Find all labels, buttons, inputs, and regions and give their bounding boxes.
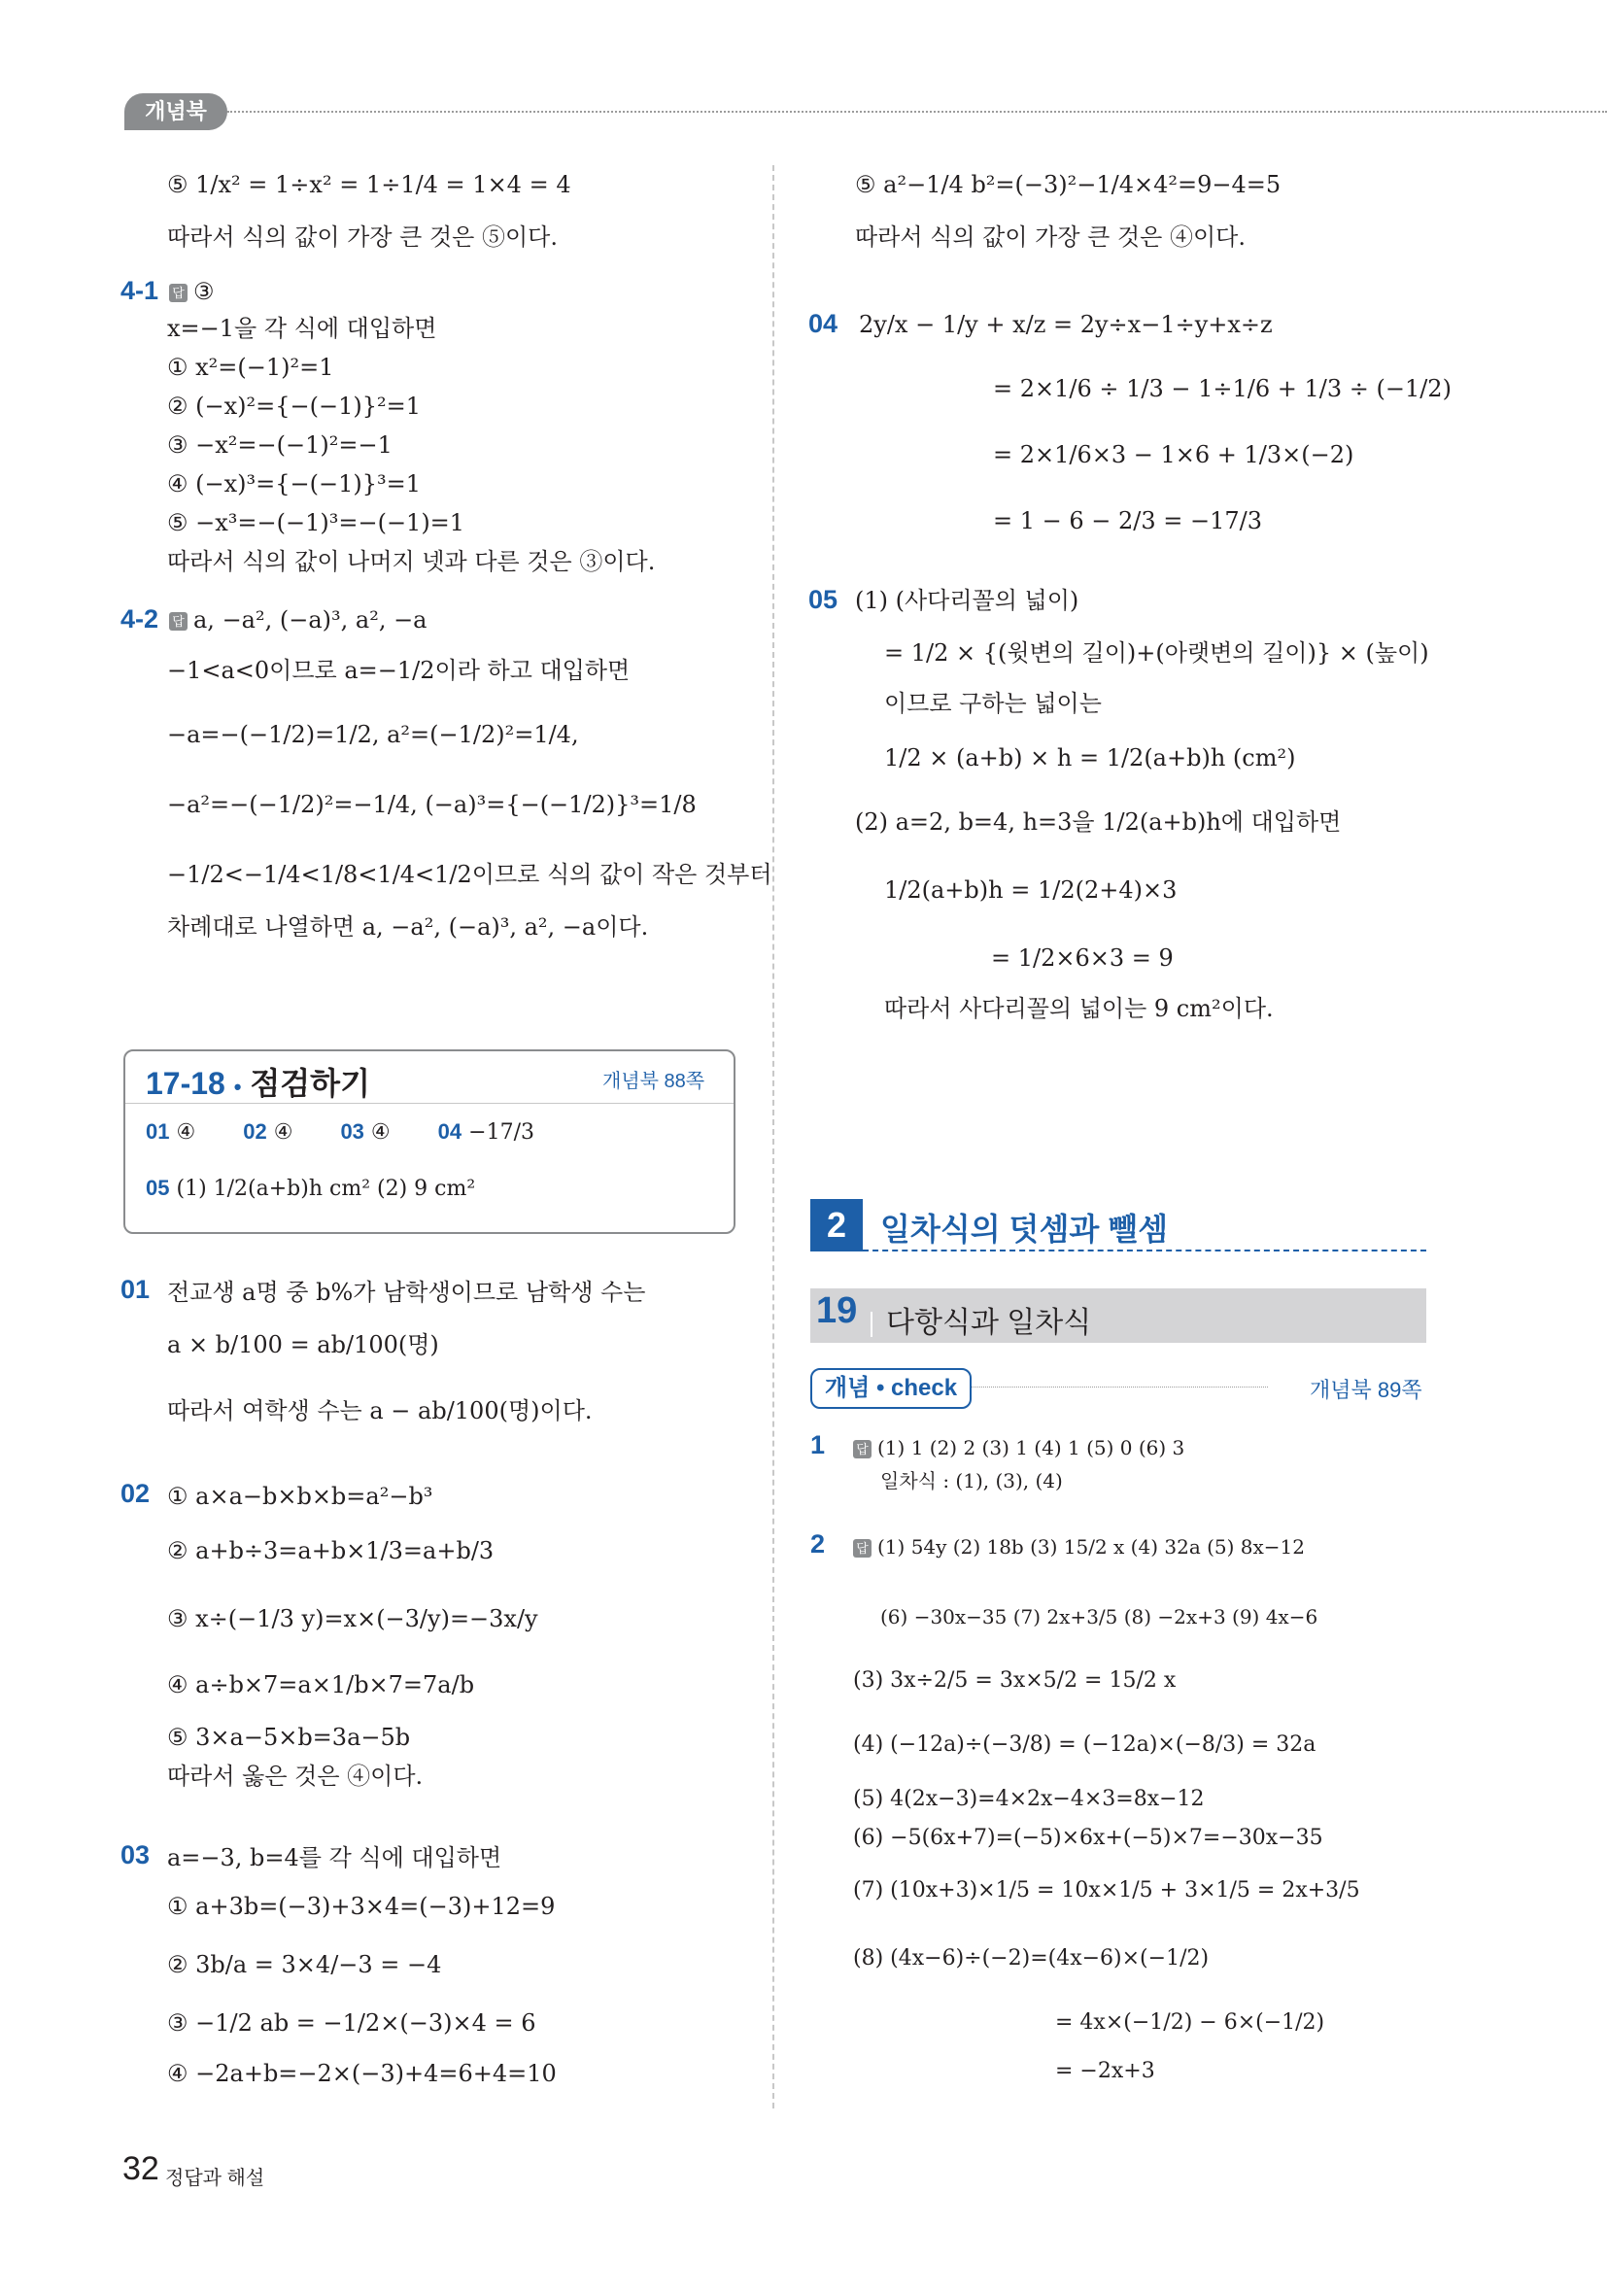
answer-value: ③	[193, 278, 215, 305]
q01-line: a × b/100 = ab/100(명)	[167, 1331, 439, 1358]
p42-line: −1/2<−1/4<1/8<1/4<1/2이므로 식의 값이 작은 것부터	[167, 861, 772, 888]
q05-num: 05	[808, 585, 838, 614]
page-number: 32	[122, 2150, 159, 2187]
p41-line: ② (−x)²={−(−1)}²=1	[167, 393, 421, 420]
c2-num: 2	[810, 1529, 826, 1559]
check-item-answer: −17/3	[468, 1120, 534, 1145]
q05-line: 이므로 구하는 넓이는	[884, 690, 1102, 717]
answer-value: a, −a², (−a)³, a², −a	[193, 606, 427, 634]
prev-answer-5: ⑤ 1/x² = 1÷x² = 1÷1/4 = 1×4 = 4	[167, 171, 571, 198]
check-item-answer: ④	[176, 1120, 196, 1145]
check-item-num: 02	[243, 1119, 267, 1144]
q03-answer-5: ⑤ a²−1/4 b²=(−3)²−1/4×4²=9−4=5	[855, 171, 1282, 198]
check-item-num: 04	[437, 1119, 462, 1144]
answer-value: (1) 54y (2) 18b (3) 15/2 x (4) 32a (5) 8x−12	[877, 1535, 1305, 1559]
q02-line: ② a+b÷3=a+b×1/3=a+b/3	[167, 1537, 495, 1564]
p42-line: −a²=−(−1/2)²=−1/4, (−a)³={−(−1/2)}³=1/8	[167, 791, 697, 818]
problem-4-1-answer	[169, 276, 215, 307]
p41-line: ⑤ −x³=−(−1)³=−(−1)=1	[167, 509, 465, 536]
q03-line: ① a+3b=(−3)+3×4=(−3)+12=9	[167, 1893, 556, 1920]
p42-line: −1<a<0이므로 a=−1/2이라 하고 대입하면	[167, 657, 631, 684]
c2-line: (5) 4(2x−3)=4×2x−4×3=8x−12	[853, 1787, 1205, 1811]
problem-4-2-answer	[169, 604, 427, 635]
header-tab: 개념북	[124, 93, 227, 130]
c1-num: 1	[810, 1430, 826, 1459]
concept-rule	[972, 1387, 1268, 1388]
q03-num: 03	[120, 1840, 151, 1869]
q03-line: ② 3b/a = 3×4/−3 = −4	[167, 1951, 442, 1978]
c2-line: (7) (10x+3)×1/5 = 10x×1/5 + 3×1/5 = 2x+3/5	[853, 1878, 1360, 1902]
c2-line: = 4x×(−1/2) − 6×(−1/2)	[1055, 2010, 1325, 2035]
unit-number: 2	[810, 1199, 863, 1251]
check-item-num: 01	[146, 1119, 170, 1144]
check-item-num: 03	[340, 1119, 364, 1144]
q05-line: (1) (사다리꼴의 넓이)	[855, 587, 1079, 614]
answer-value: (1) 1 (2) 2 (3) 1 (4) 1 (5) 0 (6) 3	[877, 1436, 1185, 1459]
problem-4-2-label: 4-2	[120, 604, 159, 634]
q05-line: 1/2(a+b)h = 1/2(2+4)×3	[884, 876, 1178, 904]
c2-line: = −2x+3	[1055, 2059, 1155, 2083]
problem-4-1-label: 4-1	[120, 276, 159, 305]
check-row-1	[146, 1119, 534, 1145]
q05-line: (2) a=2, b=4, h=3을 1/2(a+b)h에 대입하면	[855, 808, 1342, 836]
q02-line: ⑤ 3×a−5×b=3a−5b	[167, 1724, 411, 1751]
p42-line: 차례대로 나열하면 a, −a², (−a)³, a², −a이다.	[167, 913, 649, 941]
q02-line: ③ x÷(−1/3 y)=x×(−3/y)=−3x/y	[167, 1605, 538, 1632]
lesson-divider	[871, 1312, 872, 1337]
q03-conclusion: 따라서 식의 값이 가장 큰 것은 ④이다.	[855, 223, 1246, 251]
c2-line: (8) (4x−6)÷(−2)=(4x−6)×(−1/2)	[853, 1946, 1210, 1970]
q02-line: ④ a÷b×7=a×1/b×7=7a/b	[167, 1671, 475, 1698]
answer-tip-icon: 답	[853, 1539, 872, 1558]
header-rule	[227, 111, 1607, 113]
q05-line: 1/2 × (a+b) × h = 1/2(a+b)h (cm²)	[884, 744, 1296, 771]
q01-num: 01	[120, 1275, 151, 1304]
check-item-answer: ④	[273, 1120, 293, 1145]
concept-check-badge: 개념 • check	[810, 1368, 972, 1409]
q01-line: 따라서 여학생 수는 a − ab/100(명)이다.	[167, 1397, 593, 1424]
check-row-2	[146, 1176, 475, 1201]
lesson-number: 19	[816, 1290, 858, 1331]
c2-row-1	[853, 1531, 1305, 1562]
check-title-text: 점검하기	[250, 1066, 370, 1101]
prev-conclusion: 따라서 식의 값이 가장 큰 것은 ⑤이다.	[167, 223, 558, 251]
q04-line: = 2×1/6×3 − 1×6 + 1/3×(−2)	[993, 441, 1354, 468]
check-title-dot: •	[233, 1075, 242, 1099]
check-item-answer: ④	[370, 1120, 391, 1145]
q03-line: ③ −1/2 ab = −1/2×(−3)×4 = 6	[167, 2009, 536, 2037]
c1-linear: 일차식 : (1), (3), (4)	[880, 1469, 1063, 1492]
column-divider	[772, 165, 774, 2108]
lesson-title: 다항식과 일차식	[886, 1307, 1092, 1339]
check-item-num: 05	[146, 1176, 170, 1200]
q02-num: 02	[120, 1479, 151, 1508]
p41-line: x=−1을 각 식에 대입하면	[167, 315, 437, 342]
q05-line: 따라서 사다리꼴의 넓이는 9 cm²이다.	[884, 995, 1274, 1022]
concept-ref: 개념북 89쪽	[1310, 1378, 1422, 1402]
answer-tip-icon: 답	[853, 1440, 872, 1458]
p41-line: 따라서 식의 값이 나머지 넷과 다른 것은 ③이다.	[167, 548, 656, 575]
check-title-num: 17-18	[146, 1066, 225, 1101]
q05-line: = 1/2 × {(윗변의 길이)+(아랫변의 길이)} × (높이)	[884, 639, 1429, 667]
q04-line: = 2×1/6 ÷ 1/3 − 1÷1/6 + 1/3 ÷ (−1/2)	[993, 375, 1452, 402]
c2-line: (6) −5(6x+7)=(−5)×6x+(−5)×7=−30x−35	[853, 1826, 1323, 1850]
answer-tip-icon: 답	[169, 612, 188, 631]
check-title	[146, 1059, 370, 1104]
c1-answers	[853, 1432, 1184, 1463]
answer-tip-icon: 답	[169, 284, 188, 302]
check-ref: 개념북 88쪽	[602, 1071, 705, 1092]
page-footer-label: 정답과 해설	[165, 2168, 265, 2189]
q03-line: ④ −2a+b=−2×(−3)+4=6+4=10	[167, 2060, 557, 2087]
p41-line: ① x²=(−1)²=1	[167, 354, 334, 381]
check-item-answer: (1) 1/2(a+b)h cm² (2) 9 cm²	[176, 1177, 476, 1201]
q02-line: 따라서 옳은 것은 ④이다.	[167, 1763, 424, 1790]
p41-line: ③ −x²=−(−1)²=−1	[167, 431, 393, 459]
unit-title: 일차식의 덧셈과 뺄셈	[880, 1212, 1168, 1247]
q04-line: = 1 − 6 − 2/3 = −17/3	[993, 507, 1263, 534]
q05-line: = 1/2×6×3 = 9	[991, 944, 1174, 972]
q04-num: 04	[808, 309, 838, 338]
c2-line: (4) (−12a)÷(−3/8) = (−12a)×(−8/3) = 32a	[853, 1732, 1316, 1757]
p42-line: −a=−(−1/2)=1/2, a²=(−1/2)²=1/4,	[167, 721, 579, 748]
unit-rule	[863, 1250, 1426, 1251]
c2-line: (3) 3x÷2/5 = 3x×5/2 = 15/2 x	[853, 1668, 1177, 1693]
c2-row-2: (6) −30x−35 (7) 2x+3/5 (8) −2x+3 (9) 4x−6	[880, 1605, 1318, 1628]
p41-line: ④ (−x)³={−(−1)}³=1	[167, 470, 421, 497]
q01-line: 전교생 a명 중 b%가 남학생이므로 남학생 수는	[167, 1279, 646, 1306]
q03-line: a=−3, b=4를 각 식에 대입하면	[167, 1844, 502, 1871]
q04-line: 2y/x − 1/y + x/z = 2y÷x−1÷y+x÷z	[859, 311, 1273, 338]
q02-line: ① a×a−b×b×b=a²−b³	[167, 1483, 433, 1510]
